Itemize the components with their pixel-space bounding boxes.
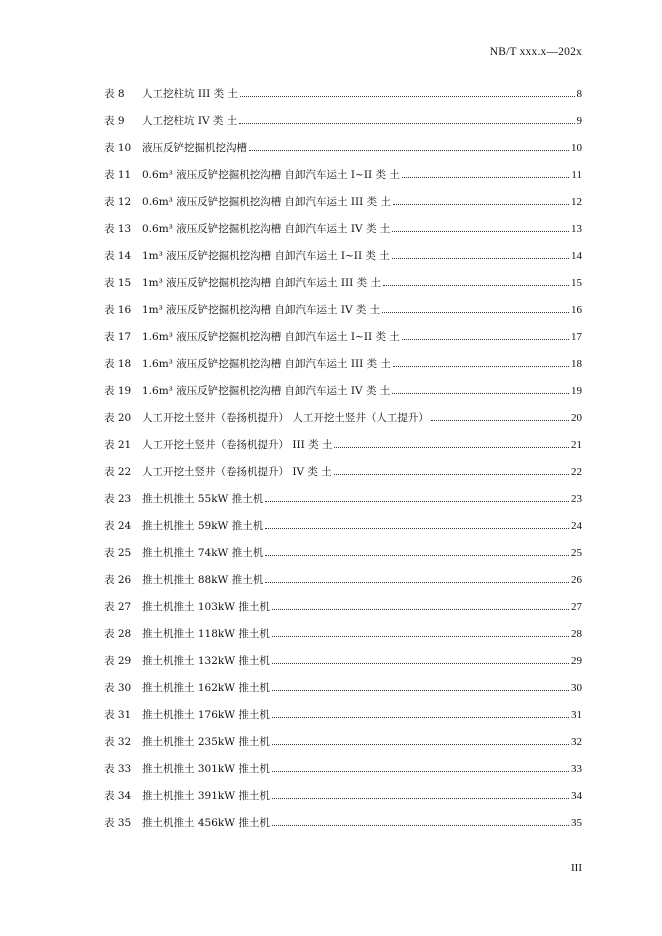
toc-entry-page: 8 [576,88,582,100]
toc-entry-title: 人工开挖土竖井（卷扬机提升） 人工开挖土竖井（人工提升） [142,412,429,424]
toc-dot-leader [334,474,569,475]
toc-entry-number: 表 22 [104,466,132,478]
toc-entry[interactable] [104,705,582,732]
toc-entry-page: 11 [571,169,582,181]
toc-entry[interactable] [104,246,582,273]
toc-entry-number: 表 20 [104,412,132,424]
toc-entry-page: 15 [571,277,582,289]
toc-entry-page: 31 [571,709,582,721]
toc-entry-number: 表 35 [104,817,132,829]
toc-dot-leader [402,339,569,340]
toc-entry-number: 表 17 [104,331,132,343]
toc-entry-number: 表 28 [104,628,132,640]
toc-entry-number: 表 11 [104,169,132,181]
toc-dot-leader [334,447,569,448]
toc-entry-title: 推土机推土 103kW 推土机 [142,601,270,613]
toc-entry[interactable] [104,327,582,354]
page-number: III [571,862,582,874]
toc-entry-number: 表 12 [104,196,132,208]
toc-entry-number: 表 16 [104,304,132,316]
toc-entry-page: 26 [571,574,582,586]
toc-entry[interactable] [104,489,582,516]
toc-entry[interactable] [104,138,582,165]
toc-entry-page: 34 [571,790,582,802]
toc-dot-leader [272,798,569,799]
toc-entry[interactable] [104,651,582,678]
toc-entry[interactable] [104,354,582,381]
toc-entry-title: 推土机推土 301kW 推土机 [142,763,270,775]
toc-dot-leader [272,636,569,637]
toc-entry-page: 18 [571,358,582,370]
toc-entry-title: 0.6m³ 液压反铲挖掘机挖沟槽 自卸汽车运土 III 类 土 [142,196,391,208]
toc-entry[interactable] [104,543,582,570]
toc-dot-leader [272,690,569,691]
toc-entry-number: 表 30 [104,682,132,694]
toc-entry-page: 21 [571,439,582,451]
toc-dot-leader [402,177,570,178]
toc-entry-title: 推土机推土 88kW 推土机 [142,574,264,586]
toc-entry-title: 推土机推土 235kW 推土机 [142,736,270,748]
toc-entry-page: 14 [571,250,582,262]
toc-entry-page: 24 [571,520,582,532]
toc-entry-title: 推土机推土 118kW 推土机 [142,628,270,640]
toc-entry-number: 表 33 [104,763,132,775]
toc-entry[interactable] [104,813,582,840]
toc-entry-page: 27 [571,601,582,613]
toc-entry-title: 0.6m³ 液压反铲挖掘机挖沟槽 自卸汽车运土 IV 类 土 [142,223,391,235]
toc-dot-leader [249,150,569,151]
toc-entry-title: 推土机推土 55kW 推土机 [142,493,264,505]
toc-entry-title: 推土机推土 59kW 推土机 [142,520,264,532]
toc-dot-leader [265,555,569,556]
toc-entry[interactable] [104,678,582,705]
toc-dot-leader [393,366,569,367]
toc-entry-number: 表 25 [104,547,132,559]
toc-entry-page: 20 [571,412,582,424]
toc-dot-leader [265,582,569,583]
toc-entry-number: 表 23 [104,493,132,505]
toc-dot-leader [272,663,569,664]
toc-entry-page: 23 [571,493,582,505]
toc-entry[interactable] [104,759,582,786]
toc-dot-leader [265,528,569,529]
toc-entry-number: 表 19 [104,385,132,397]
toc-entry[interactable] [104,597,582,624]
toc-dot-leader [240,96,575,97]
toc-entry[interactable] [104,624,582,651]
toc-entry-page: 10 [571,142,582,154]
toc-entry-title: 推土机推土 132kW 推土机 [142,655,270,667]
toc-entry-title: 推土机推土 456kW 推土机 [142,817,270,829]
toc-entry-page: 30 [571,682,582,694]
toc-entry-number: 表 21 [104,439,132,451]
toc-entry-title: 1m³ 液压反铲挖掘机挖沟槽 自卸汽车运土 I~II 类 土 [142,250,390,262]
toc-entry-title: 1.6m³ 液压反铲挖掘机挖沟槽 自卸汽车运土 IV 类 土 [142,385,391,397]
toc-entry[interactable] [104,516,582,543]
toc-entry-title: 0.6m³ 液压反铲挖掘机挖沟槽 自卸汽车运土 I~II 类 土 [142,169,400,181]
toc-entry-page: 13 [571,223,582,235]
toc-entry-number: 表 18 [104,358,132,370]
toc-entry-number: 表 8 [104,88,125,100]
toc-dot-leader [265,501,569,502]
toc-entry-number: 表 15 [104,277,132,289]
toc-entry[interactable] [104,192,582,219]
toc-entry-page: 35 [571,817,582,829]
toc-entry-title: 人工挖柱坑 IV 类 土 [142,115,238,127]
toc-entry-title: 推土机推土 74kW 推土机 [142,547,264,559]
toc-entry[interactable] [104,300,582,327]
toc-entry-number: 表 24 [104,520,132,532]
toc-dot-leader [392,393,569,394]
toc-entry-number: 表 31 [104,709,132,721]
table-of-contents [104,84,582,840]
toc-entry[interactable] [104,732,582,759]
toc-entry-number: 表 27 [104,601,132,613]
toc-entry[interactable] [104,786,582,813]
toc-entry-number: 表 10 [104,142,132,154]
toc-entry[interactable] [104,219,582,246]
toc-entry-page: 16 [571,304,582,316]
toc-dot-leader [272,825,569,826]
toc-entry-page: 32 [571,736,582,748]
toc-entry-title: 1m³ 液压反铲挖掘机挖沟槽 自卸汽车运土 IV 类 土 [142,304,381,316]
toc-entry-page: 33 [571,763,582,775]
toc-entry[interactable] [104,273,582,300]
document-code: NB/T xxx.x—202x [489,46,582,58]
toc-entry-title: 人工开挖土竖井（卷扬机提升） III 类 土 [142,439,333,451]
toc-entry[interactable] [104,111,582,138]
toc-entry-number: 表 29 [104,655,132,667]
toc-dot-leader [393,204,569,205]
toc-entry-page: 9 [576,115,582,127]
toc-entry-title: 人工挖柱坑 III 类 土 [142,88,238,100]
toc-dot-leader [392,231,569,232]
toc-entry[interactable] [104,570,582,597]
toc-dot-leader [382,312,569,313]
toc-entry-title: 1.6m³ 液压反铲挖掘机挖沟槽 自卸汽车运土 III 类 土 [142,358,391,370]
toc-dot-leader [272,744,569,745]
toc-entry-number: 表 14 [104,250,132,262]
toc-dot-leader [272,717,569,718]
toc-entry-title: 1m³ 液压反铲挖掘机挖沟槽 自卸汽车运土 III 类 土 [142,277,381,289]
toc-entry[interactable] [104,408,582,435]
toc-entry[interactable] [104,435,582,462]
toc-entry-page: 28 [571,628,582,640]
toc-entry-title: 推土机推土 162kW 推土机 [142,682,270,694]
toc-dot-leader [272,609,569,610]
toc-entry-title: 1.6m³ 液压反铲挖掘机挖沟槽 自卸汽车运土 I~II 类 土 [142,331,400,343]
toc-dot-leader [383,285,569,286]
toc-entry-number: 表 26 [104,574,132,586]
toc-entry-number: 表 13 [104,223,132,235]
toc-entry-page: 25 [571,547,582,559]
toc-entry-title: 人工开挖土竖井（卷扬机提升） IV 类 土 [142,466,332,478]
toc-entry[interactable] [104,462,582,489]
toc-dot-leader [272,771,569,772]
toc-entry[interactable] [104,84,582,111]
toc-entry-number: 表 34 [104,790,132,802]
toc-entry-page: 17 [571,331,582,343]
toc-entry-page: 12 [571,196,582,208]
toc-dot-leader [431,420,569,421]
toc-entry-page: 22 [571,466,582,478]
toc-entry-page: 29 [571,655,582,667]
toc-entry-page: 19 [571,385,582,397]
toc-dot-leader [239,123,574,124]
toc-entry[interactable] [104,165,582,192]
toc-entry-title: 推土机推土 176kW 推土机 [142,709,270,721]
toc-entry[interactable] [104,381,582,408]
toc-entry-number: 表 9 [104,115,125,127]
toc-entry-title: 液压反铲挖掘机挖沟槽 [142,142,247,154]
toc-dot-leader [392,258,569,259]
toc-entry-number: 表 32 [104,736,132,748]
toc-entry-title: 推土机推土 391kW 推土机 [142,790,270,802]
